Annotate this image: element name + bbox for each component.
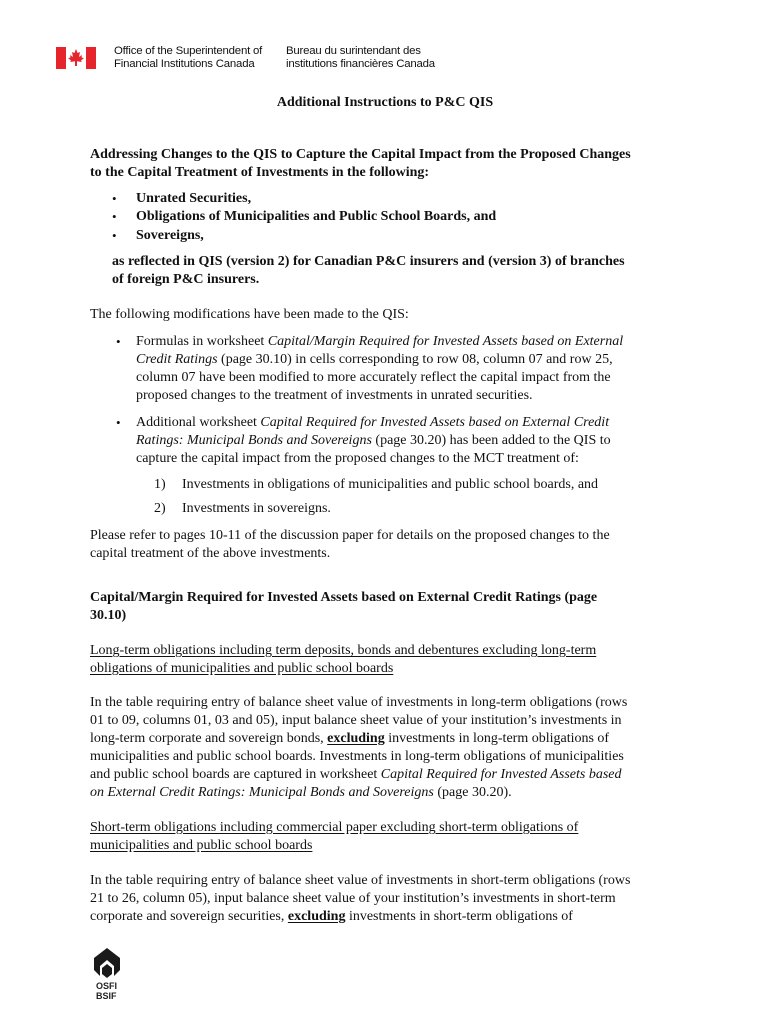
agency-en-line-1: Office of the Superintendent of bbox=[114, 45, 263, 57]
refer-line-2: capital treatment of the above investments. bbox=[90, 546, 331, 561]
heading-line-1: Addressing Changes to the QIS to Capture the Capital Impact from the Proposed Changes bbox=[90, 147, 631, 162]
section-heading-line-2: 30.10) bbox=[90, 608, 127, 623]
logo-line-1: OSFI bbox=[96, 981, 118, 991]
mod2-line-3: capture the capital impact from the proposed changes to the MCT treatment of: bbox=[136, 451, 579, 466]
agency-en-line-2: Financial Institutions Canada bbox=[114, 57, 255, 70]
sub-item-1-number: 1) bbox=[154, 477, 166, 492]
heading-bullet-2: Obligations of Municipalities and Public School Boards, and bbox=[136, 209, 497, 224]
long-term-paragraph-line-6: on External Credit Ratings: Municipal Bonds and Sovereigns (page 30.20). bbox=[90, 785, 512, 800]
bullet-icon: • bbox=[112, 228, 117, 243]
bullet-icon: • bbox=[112, 191, 117, 206]
document-title: Additional Instructions to P&C QIS bbox=[276, 95, 494, 110]
modifications-intro: The following modifications have been made to the QIS: bbox=[90, 307, 409, 322]
sub-item-2-number: 2) bbox=[154, 501, 166, 516]
bullet-icon: • bbox=[112, 209, 117, 224]
mod2-line-2: Ratings: Municipal Bonds and Sovereigns (page 30.20) has been added to the QIS to bbox=[136, 433, 611, 448]
agency-fr-line-1: Bureau du surintendant des bbox=[286, 45, 421, 57]
refer-line-1: Please refer to pages 10-11 of the discussion paper for details on the proposed changes to the bbox=[90, 528, 610, 543]
long-term-paragraph-line-4: municipalities and public school boards. Investments in long-term obligations of municipalities bbox=[90, 749, 624, 764]
osfi-logo-text bbox=[96, 981, 117, 1001]
sub-item-1-text: Investments in obligations of municipalities and public school boards, and bbox=[182, 477, 599, 492]
mod1-line-1: Formulas in worksheet Capital/Margin Required for Invested Assets based on External bbox=[136, 334, 624, 349]
long-term-heading-line-2: obligations of municipalities and public school boards bbox=[90, 661, 394, 676]
heading-bullet-3: Sovereigns, bbox=[136, 228, 204, 243]
letterhead bbox=[56, 44, 496, 74]
reflected-line-1: as reflected in QIS (version 2) for Canadian P&C insurers and (version 3) of branches bbox=[112, 254, 625, 269]
long-term-paragraph-line-5: and public school boards are captured in worksheet Capital Required for Invested Assets based bbox=[90, 767, 622, 782]
long-term-paragraph-line-1: In the table requiring entry of balance sheet value of investments in long-term obligations (rows bbox=[90, 695, 628, 710]
agency-name-english bbox=[114, 45, 262, 70]
short-term-paragraph-line-1: In the table requiring entry of balance sheet value of investments in short-term obligations (rows bbox=[90, 873, 631, 888]
short-term-heading-line-1: Short-term obligations including commercial paper excluding short-term obligations of bbox=[90, 820, 579, 835]
mod1-line-2: Credit Ratings (page 30.10) in cells corresponding to row 08, column 07 and row 25, bbox=[136, 352, 613, 367]
long-term-paragraph-line-2: 01 to 09, columns 01, 03 and 05), input balance sheet value of your institution’s investments in bbox=[90, 713, 622, 728]
mod1-line-3: column 07 have been modified to more accurately reflect the capital impact from the bbox=[136, 370, 611, 385]
reflected-line-2: of foreign P&C insurers. bbox=[112, 272, 260, 287]
agency-name-french bbox=[286, 45, 435, 70]
agency-fr-line-2: institutions financières Canada bbox=[286, 57, 435, 70]
sub-item-2-text: Investments in sovereigns. bbox=[182, 501, 331, 516]
section-heading-line-1: Capital/Margin Required for Invested Assets based on External Credit Ratings (page bbox=[90, 590, 598, 605]
short-term-paragraph-line-2: 21 to 26, column 05), input balance sheet value of your institution’s investments in short-term bbox=[90, 891, 616, 906]
heading-line-2: to the Capital Treatment of Investments in the following: bbox=[90, 165, 430, 180]
canada-flag-icon bbox=[56, 47, 96, 69]
bullet-icon: • bbox=[116, 334, 121, 349]
logo-line-2: BSIF bbox=[96, 991, 117, 1001]
short-term-heading-line-2: municipalities and public school boards bbox=[90, 838, 313, 853]
bullet-icon: • bbox=[116, 415, 121, 430]
mod1-line-4: proposed changes to the treatment of investments in unrated securities. bbox=[136, 388, 533, 403]
short-term-paragraph-line-3: corporate and sovereign securities, excluding investments in short-term obligations of bbox=[90, 909, 573, 924]
long-term-heading-line-1: Long-term obligations including term deposits, bonds and debentures excluding long-term bbox=[90, 643, 597, 658]
mod2-line-1: Additional worksheet Capital Required for Invested Assets based on External Credit bbox=[136, 415, 610, 430]
heading-bullet-1: Unrated Securities, bbox=[136, 191, 252, 206]
long-term-paragraph-line-3: long-term corporate and sovereign bonds, excluding investments in long-term obligations of bbox=[90, 731, 610, 746]
